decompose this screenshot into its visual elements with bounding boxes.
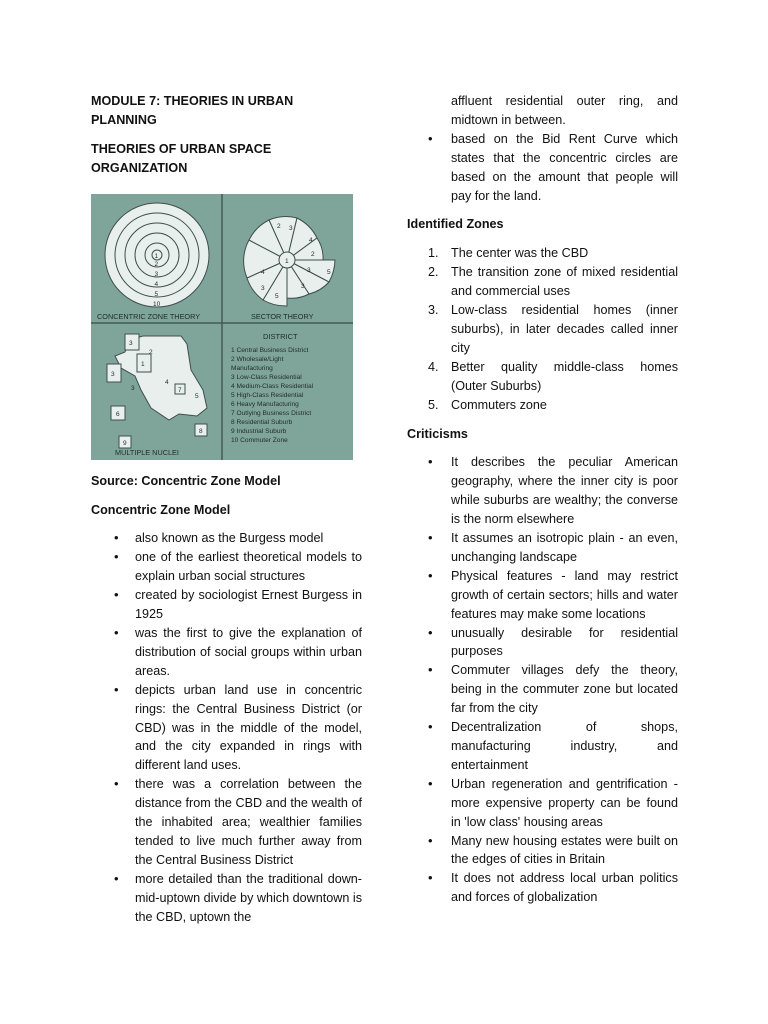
sector-number: 4 bbox=[309, 236, 313, 244]
nuclei-number: 2 bbox=[149, 348, 153, 356]
list-item: • Urban regeneration and gentrification - more expensive property can be found in 'low class' housing areas bbox=[407, 775, 678, 832]
nuclei-number: 3 bbox=[129, 339, 133, 347]
sector-number: 2 bbox=[277, 222, 281, 230]
multiple-nuclei-label: MULTIPLE NUCLEI bbox=[115, 447, 179, 457]
identified-zones-heading: Identified Zones bbox=[407, 217, 504, 232]
zone-text: The center was the CBD bbox=[451, 246, 589, 261]
district-item: 2 Wholesale/Light bbox=[231, 355, 284, 363]
ring-number: 5 bbox=[154, 290, 159, 298]
nuclei-number: 4 bbox=[165, 378, 169, 386]
zone-item bbox=[407, 244, 678, 263]
criticisms-list bbox=[407, 453, 678, 907]
district-item: 7 Outlying Business District bbox=[231, 409, 312, 417]
list-item: • It assumes an isotropic plain - an even, unchanging landscape bbox=[407, 529, 678, 567]
nuclei-number: 5 bbox=[195, 392, 199, 400]
zone-number: 1. bbox=[428, 246, 439, 261]
sector-number: 3 bbox=[289, 224, 293, 232]
urban-models-diagram bbox=[91, 194, 353, 460]
district-item: Manufacturing bbox=[231, 364, 273, 372]
nuclei-number: 6 bbox=[116, 410, 120, 418]
zone-item bbox=[407, 263, 678, 301]
zone-number: 5. bbox=[428, 397, 439, 412]
sector-number: 5 bbox=[327, 268, 331, 276]
list-item: • was the first to give the explanation of distribution of social groups within urban areas. bbox=[91, 624, 362, 681]
district-item: 4 Medium-Class Residential bbox=[231, 382, 314, 390]
urban-models-figure bbox=[91, 194, 353, 460]
nuclei-number: 3 bbox=[111, 370, 115, 378]
right-column bbox=[407, 92, 678, 907]
sector-number: 3 bbox=[301, 282, 305, 290]
zone-text: Better quality middle-class homes (Outer Suburbs) bbox=[451, 359, 678, 393]
list-item: • there was a correlation between the distance from the CBD and the wealth of the inhabited area; wealthier families tended to live much further away from the Central Business District bbox=[91, 775, 362, 870]
criticisms-heading: Criticisms bbox=[407, 426, 468, 441]
zone-number: 2. bbox=[428, 265, 439, 280]
ring-number: 2 bbox=[154, 260, 159, 268]
concentric-zone-label: CONCENTRIC ZONE THEORY bbox=[97, 311, 201, 321]
list-item: • unusually desirable for residential purposes bbox=[407, 624, 678, 662]
figure-source: Source: Concentric Zone Model bbox=[91, 473, 281, 488]
district-item: 5 High-Class Residential bbox=[231, 391, 304, 399]
zone-text: Commuters zone bbox=[451, 397, 547, 412]
nuclei-number: 9 bbox=[123, 439, 127, 447]
nuclei-number: 1 bbox=[141, 360, 145, 368]
zone-item bbox=[407, 301, 678, 358]
list-item: • Many new housing estates were built on the edges of cities in Britain bbox=[407, 832, 678, 870]
list-item: • more detailed than the traditional down-mid-uptown divide by which downtown is the CBD, uptown the bbox=[91, 870, 362, 927]
module-title: MODULE 7: THEORIES IN URBAN PLANNING bbox=[91, 94, 294, 127]
continued-text: affluent residential outer ring, and midtown in between. bbox=[451, 94, 678, 127]
district-item: 3 Low-Class Residential bbox=[231, 373, 302, 381]
sector-number: 3 bbox=[307, 266, 311, 274]
list-item: • It describes the peculiar American geography, where the inner city is poor while suburbs are wealthy; the converse is the norm elsewhere bbox=[407, 453, 678, 529]
zone-text: Low-class residential homes (inner suburbs), in later decades called inner city bbox=[451, 303, 678, 355]
district-title: DISTRICT bbox=[263, 331, 298, 341]
list-item: • Decentralization of shops, manufacturing industry, and entertainment bbox=[407, 718, 678, 775]
district-item: 10 Commuter Zone bbox=[231, 436, 288, 444]
ring-number: 4 bbox=[154, 280, 159, 288]
ring-number: 3 bbox=[154, 270, 159, 278]
sector-number: 2 bbox=[311, 250, 315, 258]
list-item: • Physical features - land may restrict growth of certain sectors; hills and water features may make some locations bbox=[407, 567, 678, 624]
sector-number: 5 bbox=[275, 292, 279, 300]
ring-number: 1 bbox=[154, 252, 159, 260]
list-item: • It does not address local urban politics and forces of globalization bbox=[407, 869, 678, 907]
list-item: • depicts urban land use in concentric rings: the Central Business District (or CBD) was in the middle of the model, and the city expanded in rings with different land uses. bbox=[91, 681, 362, 776]
district-item: 9 Industrial Suburb bbox=[231, 427, 287, 435]
section-title: THEORIES OF URBAN SPACE ORGANIZATION bbox=[91, 141, 272, 175]
list-item: • based on the Bid Rent Curve which states that the concentric circles are based on the amount that people will pay for the land. bbox=[407, 130, 678, 206]
nuclei-number: 8 bbox=[199, 427, 203, 435]
left-column bbox=[91, 92, 362, 926]
sector-number: 4 bbox=[261, 268, 265, 276]
list-item: • created by sociologist Ernest Burgess in 1925 bbox=[91, 586, 362, 624]
concentric-zone-bullets bbox=[91, 529, 362, 926]
list-item: • also known as the Burgess model bbox=[91, 529, 362, 548]
zone-number: 4. bbox=[428, 359, 439, 374]
bid-rent-bullets bbox=[407, 130, 678, 206]
zone-item bbox=[407, 358, 678, 396]
sector-theory-label: SECTOR THEORY bbox=[251, 311, 314, 321]
zone-item bbox=[407, 396, 678, 415]
nuclei-number: 7 bbox=[178, 386, 182, 394]
sector-number: 1 bbox=[285, 257, 289, 265]
sector-number: 3 bbox=[261, 284, 265, 292]
zone-text: The transition zone of mixed residential and commercial uses bbox=[451, 265, 678, 299]
list-item: • Commuter villages defy the theory, being in the commuter zone but located far from the city bbox=[407, 661, 678, 718]
district-item: 8 Residential Suburb bbox=[231, 418, 293, 426]
nuclei-number: 3 bbox=[131, 384, 135, 392]
zone-number: 3. bbox=[428, 303, 439, 318]
list-item: • one of the earliest theoretical models to explain urban social structures bbox=[91, 548, 362, 586]
district-item: 1 Central Business District bbox=[231, 346, 309, 354]
identified-zones-list bbox=[407, 244, 678, 414]
ring-number: 10 bbox=[153, 300, 161, 308]
district-item: 6 Heavy Manufacturing bbox=[231, 400, 299, 408]
concentric-zone-heading: Concentric Zone Model bbox=[91, 502, 231, 517]
